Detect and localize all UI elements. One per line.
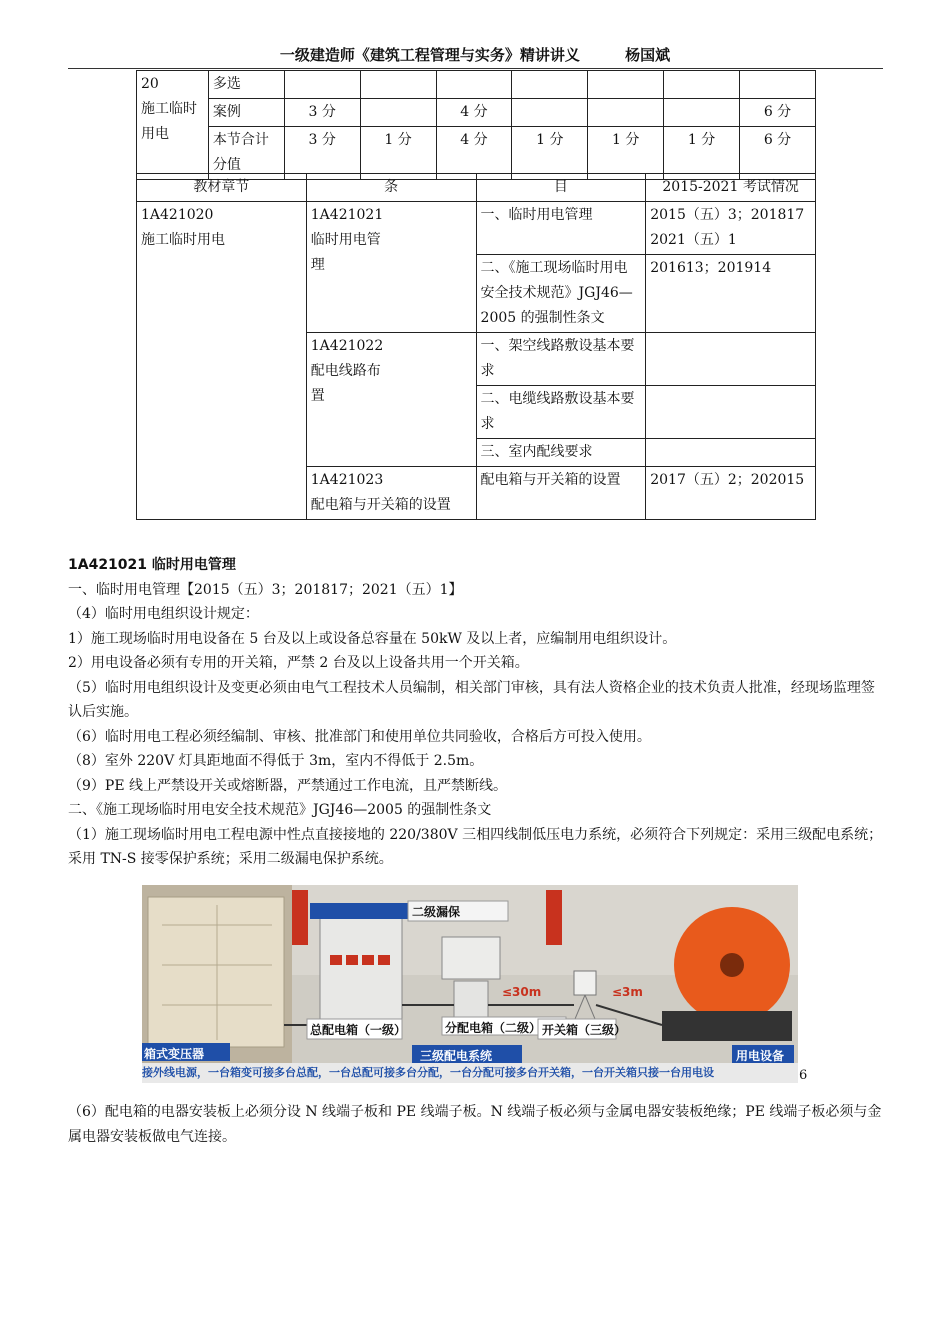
paragraph: （8）室外 220V 灯具距地面不得低于 3m，室内不得低于 2.5m。 bbox=[68, 753, 484, 769]
score-cell: 1 分 bbox=[588, 127, 664, 180]
article-code: 1A421021 bbox=[310, 207, 384, 223]
topic-cell: 三、室内配线要求 bbox=[476, 439, 646, 467]
topic-cell: 配电箱与开关箱的设置 bbox=[476, 467, 646, 520]
score-cell: 6 分 bbox=[740, 127, 816, 180]
col-header: 条 bbox=[306, 174, 476, 202]
sub-box-icon bbox=[442, 937, 500, 979]
article-code: 1A421023 bbox=[310, 472, 384, 488]
topic-cell: 一、临时用电管理 bbox=[476, 202, 646, 255]
label-dist2: ≤3m bbox=[612, 985, 643, 999]
label-switch-box: 开关箱（三级） bbox=[542, 1023, 627, 1037]
score-cell: 1 分 bbox=[664, 127, 740, 180]
exam-cell: 201613；201914 bbox=[646, 255, 816, 333]
label-leakage: 二级漏保 bbox=[412, 905, 461, 919]
score-cell: 1 分 bbox=[512, 127, 588, 180]
exam-cell: 2017（五）2；202015 bbox=[646, 467, 816, 520]
score-cell: 1 分 bbox=[360, 127, 436, 180]
score-cell bbox=[588, 99, 664, 127]
article-cell bbox=[306, 202, 476, 333]
article-name: 配电线路布置 bbox=[310, 363, 381, 404]
score-cell: 6 分 bbox=[740, 99, 816, 127]
header-author: 杨国斌 bbox=[625, 46, 671, 64]
exam-cell bbox=[646, 439, 816, 467]
page-header bbox=[0, 44, 950, 65]
score-cell bbox=[740, 71, 816, 99]
label-transformer: 箱式变压器 bbox=[144, 1047, 205, 1061]
chapter-name: 施工临时用电 bbox=[141, 232, 225, 248]
score-cell: 4 分 bbox=[436, 99, 512, 127]
score-cell bbox=[360, 99, 436, 127]
paragraph: 2）用电设备必须有专用的开关箱，严禁 2 台及以上设备共用一个开关箱。 bbox=[68, 655, 529, 671]
page-number: 6 bbox=[799, 1068, 808, 1083]
score-cell: 4 分 bbox=[436, 127, 512, 180]
paragraph: （6）临时用电工程必须经编制、审核、批准部门和使用单位共同验收，合格后方可投入使用。 bbox=[68, 728, 651, 745]
label-system: 三级配电系统 bbox=[420, 1049, 493, 1063]
figure-caption: 接外线电源，一台箱变可接多台总配，一台总配可接多台分配，一台分配可接多台开关箱，一台开关箱只接一台用电设 bbox=[142, 1063, 798, 1083]
header-title: 一级建造师《建筑工程管理与实务》精讲讲义 bbox=[279, 46, 580, 64]
label-sub-box: 分配电箱（二级） bbox=[445, 1021, 542, 1035]
article-code: 1A421022 bbox=[310, 338, 384, 354]
score-cell bbox=[436, 71, 512, 99]
after-text bbox=[68, 1100, 883, 1149]
col-header: 教材章节 bbox=[137, 174, 307, 202]
score-cell bbox=[360, 71, 436, 99]
section-name: 施工临时用电 bbox=[141, 101, 197, 142]
topic-cell: 一、架空线路敷设基本要求 bbox=[476, 333, 646, 386]
transformer-icon bbox=[148, 897, 284, 1047]
col-header: 2015-2021 考试情况 bbox=[646, 174, 816, 202]
label-main-box: 总配电箱（一级） bbox=[310, 1023, 407, 1037]
label-equipment: 用电设备 bbox=[736, 1049, 785, 1063]
row-label: 本节合计分值 bbox=[208, 127, 284, 180]
exam-cell: 2015（五）3；201817 2021（五）1 bbox=[646, 202, 816, 255]
article-cell bbox=[306, 467, 476, 520]
paragraph: 一、临时用电管理【2015（五）3；201817；2021（五）1】 bbox=[68, 581, 463, 598]
score-cell bbox=[284, 71, 360, 99]
col-header: 目 bbox=[476, 174, 646, 202]
chapter-code: 1A421020 bbox=[141, 207, 214, 223]
paragraph: 1）施工现场临时用电设备在 5 台及以上或设备总容量在 50kW 及以上者，应编制用电组织设计。 bbox=[68, 630, 677, 647]
article-name: 临时用电管理 bbox=[310, 232, 381, 273]
score-table bbox=[136, 70, 816, 180]
section-num: 20 bbox=[141, 76, 159, 92]
score-cell bbox=[512, 71, 588, 99]
paragraph: （6）配电箱的电器安装板上必须分设 N 线端子板和 PE 线端子板。N 线端子板必须与金属电器安装板绝缘；PE 线端子板必须与金属电器安装板做电气连接。 bbox=[68, 1104, 882, 1145]
outline-table bbox=[136, 173, 816, 520]
paragraph: （5）临时用电组织设计及变更必须由电气工程技术人员编制，相关部门审核，具有法人资格企业的技术负责人批准，经现场监理签认后实施。 bbox=[68, 679, 875, 720]
paragraph: 二、《施工现场临时用电安全技术规范》JGJ46—2005 的强制性条文 bbox=[68, 802, 492, 818]
distribution-figure bbox=[142, 885, 798, 1083]
chapter-cell bbox=[137, 202, 307, 520]
score-cell bbox=[664, 99, 740, 127]
article-cell bbox=[306, 333, 476, 467]
paragraph: （9）PE 线上严禁设开关或熔断器，严禁通过工作电流，且严禁断线。 bbox=[68, 777, 507, 794]
article-name: 配电箱与开关箱的设置 bbox=[310, 497, 451, 513]
main-box-icon bbox=[320, 913, 402, 1031]
row-label: 多选 bbox=[208, 71, 284, 99]
topic-cell: 二、《施工现场临时用电安全技术规范》JGJ46—2005 的强制性条文 bbox=[476, 255, 646, 333]
score-cell bbox=[588, 71, 664, 99]
score-cell: 3 分 bbox=[284, 99, 360, 127]
switch-box-icon bbox=[574, 971, 596, 995]
paragraph: （4）临时用电组织设计规定： bbox=[68, 606, 259, 622]
section-cell bbox=[137, 71, 209, 180]
section-title: 1A421021 临时用电管理 bbox=[68, 557, 236, 573]
topic-cell: 二、电缆线路敷设基本要求 bbox=[476, 386, 646, 439]
body-text bbox=[68, 553, 883, 872]
score-cell: 3 分 bbox=[284, 127, 360, 180]
score-cell bbox=[664, 71, 740, 99]
header-rule bbox=[68, 68, 883, 69]
exam-cell bbox=[646, 386, 816, 439]
label-dist1: ≤30m bbox=[502, 985, 542, 999]
paragraph: （1）施工现场临时用电工程电源中性点直接接地的 220/380V 三相四线制低压电力系统，必须符合下列规定：采用三级配电系统；采用 TN-S 接零保护系统；采用二级漏电保护系统。 bbox=[68, 826, 883, 867]
row-label: 案例 bbox=[208, 99, 284, 127]
score-cell bbox=[512, 99, 588, 127]
exam-cell bbox=[646, 333, 816, 386]
